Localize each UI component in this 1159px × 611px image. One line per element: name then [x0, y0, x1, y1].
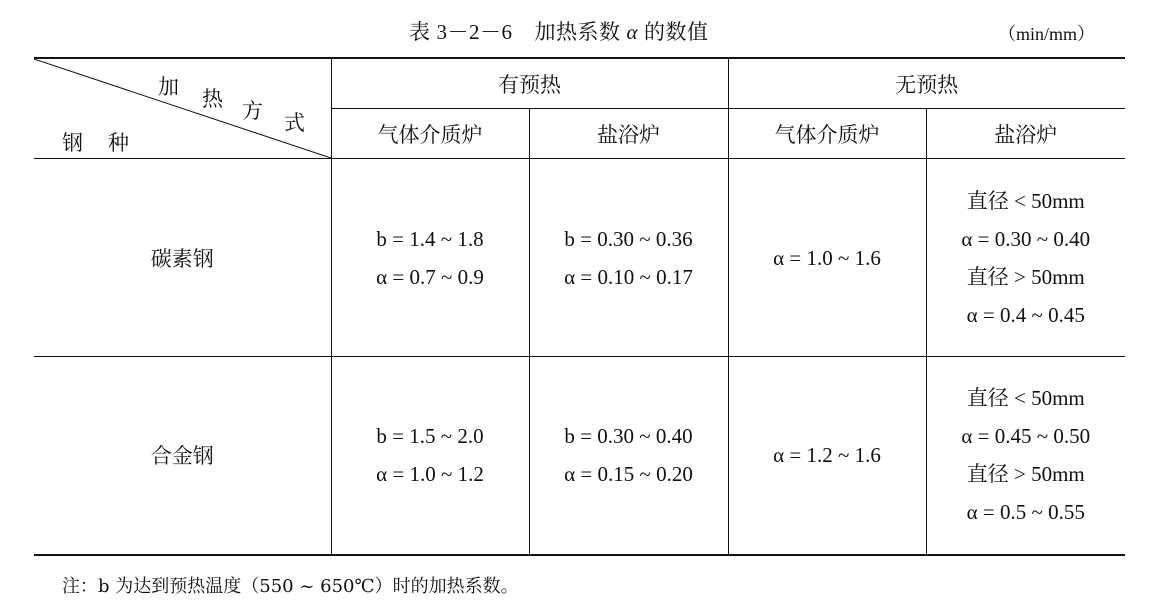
header-row-1 [34, 58, 1125, 109]
value-line: b = 0.30 ~ 0.40 [564, 424, 693, 449]
table-title-suffix: 的数值 [644, 20, 709, 44]
steel-name-alloy: 合金钢 [34, 357, 331, 555]
value-line: 直径 > 50mm [966, 462, 1085, 487]
corner-header-cell [34, 58, 331, 159]
value-line: 直径 > 50mm [966, 264, 1085, 289]
value-line: α = 1.0 ~ 1.2 [376, 462, 484, 487]
value-cell [529, 159, 728, 357]
subheader-salt-bath-preheat: 盐浴炉 [529, 109, 728, 159]
value-line: α = 0.5 ~ 0.55 [966, 500, 1085, 525]
corner-char-type: 种 [108, 131, 129, 155]
corner-char-steel: 钢 [62, 131, 83, 155]
corner-char-heating-1: 加 [158, 75, 179, 99]
table-number: 3－2－6 [436, 20, 513, 44]
group-header-no-preheat: 无预热 [728, 58, 1125, 109]
value-line: 直径 < 50mm [966, 188, 1085, 213]
table-title [409, 16, 709, 46]
value-cell [331, 357, 529, 555]
group-header-preheat: 有预热 [331, 58, 728, 109]
heating-coefficient-table [34, 57, 1125, 556]
value-line: b = 0.30 ~ 0.36 [564, 226, 693, 251]
corner-char-method-2: 式 [284, 111, 305, 135]
value-line: α = 1.0 ~ 1.6 [773, 245, 881, 270]
subheader-gas-furnace-no-preheat: 气体介质炉 [728, 109, 926, 159]
value-cell [926, 357, 1125, 555]
table-row [34, 159, 1125, 357]
unit-label: （min/mm） [998, 24, 1096, 44]
value-line: α = 0.30 ~ 0.40 [961, 226, 1091, 251]
value-cell [926, 159, 1125, 357]
footnote: 注：b 为达到预热温度（550 ~ 650℃）时的加热系数。 [62, 576, 519, 597]
value-line: α = 0.45 ~ 0.50 [961, 424, 1091, 449]
table-label: 表 [409, 20, 431, 44]
value-line: 直径 < 50mm [966, 386, 1085, 411]
table-title-text: 加热系数 [534, 20, 621, 44]
steel-name-carbon: 碳素钢 [34, 159, 331, 357]
value-line: α = 0.7 ~ 0.9 [376, 264, 484, 289]
corner-char-method-1: 方 [242, 99, 263, 123]
table-caption [0, 14, 1159, 50]
value-line: b = 1.4 ~ 1.8 [376, 226, 484, 251]
value-cell [728, 159, 926, 357]
value-line: α = 0.10 ~ 0.17 [564, 264, 693, 289]
value-cell [529, 357, 728, 555]
value-line: α = 0.15 ~ 0.20 [564, 462, 693, 487]
value-cell [331, 159, 529, 357]
table-row [34, 357, 1125, 555]
subheader-gas-furnace-preheat: 气体介质炉 [331, 109, 529, 159]
value-cell [728, 357, 926, 555]
value-line: α = 1.2 ~ 1.6 [773, 443, 881, 468]
value-line: α = 0.4 ~ 0.45 [966, 302, 1085, 327]
value-line: b = 1.5 ~ 2.0 [376, 424, 484, 449]
alpha-symbol: α [626, 20, 639, 44]
subheader-salt-bath-no-preheat: 盐浴炉 [926, 109, 1125, 159]
corner-char-heating-2: 热 [202, 87, 223, 111]
